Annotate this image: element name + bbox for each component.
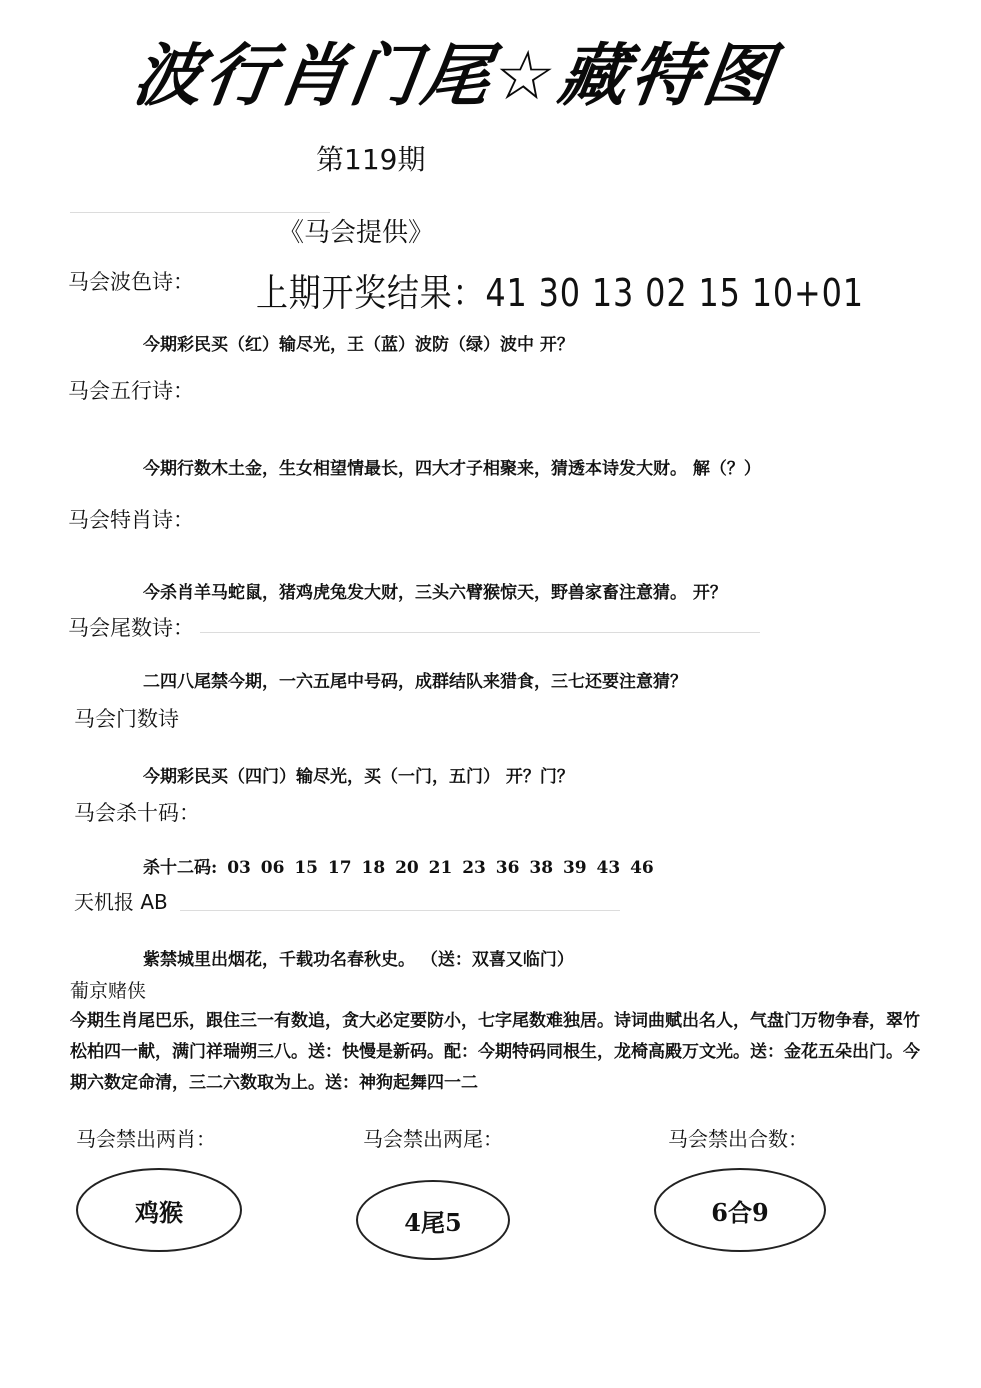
tianji-text: 紫禁城里出烟花，千载功名春秋史。 （送：双喜又临门） <box>143 950 574 970</box>
banned-zodiac-oval <box>76 1168 242 1252</box>
issue-number: 第119期 <box>316 143 426 176</box>
banned-tail-value: 4尾5 <box>404 1207 462 1237</box>
banned-tail-label: 马会禁出两尾： <box>363 1127 503 1151</box>
scan-line <box>200 632 760 633</box>
door-poem-heading: 马会门数诗 <box>74 707 179 731</box>
page-title: 波行肖门尾☆藏特图 <box>128 37 781 116</box>
zodiac-poem-heading: 马会特肖诗： <box>68 508 194 532</box>
door-poem-text: 今期彩民买（四门）输尽光，买（一门，五门） 开？门？ <box>143 767 574 787</box>
color-poem-text: 今期彩民买（红）输尽光，王（蓝）波防（绿）波中 开？ <box>143 335 574 355</box>
last-draw-result: 上期开奖结果：41 30 13 02 15 10+01 <box>256 271 864 315</box>
five-elements-poem-text: 今期行数木土金，生女相望情最长，四大才子相聚来，猜透本诗发大财。 解（？） <box>143 459 761 479</box>
banned-zodiac-value: 鸡猴 <box>135 1197 183 1227</box>
kill-numbers-text: 杀十二码: 03 06 15 17 18 20 21 23 36 38 39 43 46 <box>143 858 654 878</box>
banned-sum-value: 6合9 <box>711 1197 769 1227</box>
banned-sum-label: 马会禁出合数： <box>668 1127 808 1151</box>
tianji-heading: 天机报 AB <box>74 890 168 914</box>
kill-numbers-heading: 马会杀十码： <box>74 801 200 825</box>
color-poem-heading: 马会波色诗： <box>68 270 194 294</box>
banned-tail-oval <box>356 1180 510 1260</box>
tail-poem-text: 二四八尾禁今期，一六五尾中号码，成群结队来猎食，三七还要注意猜？ <box>143 672 687 692</box>
five-elements-poem-heading: 马会五行诗： <box>68 379 194 403</box>
tail-poem-heading: 马会尾数诗： <box>68 616 194 640</box>
scan-line <box>180 910 620 911</box>
banned-sum-oval <box>654 1168 826 1252</box>
macau-text: 今期生肖尾巴乐，跟住三一有数追，贪大必定要防小，七字尾数难独居。诗词曲赋出名人，气盘门万物争春，翠竹松柏四一献，满门祥瑞朔三八。送：快慢是新码。配：今期特码同根生，龙椅高殿万文光。送：金花五朵出门。今期六数定命清，三二六数取为上。送：神狗起舞四一二 <box>70 1011 920 1093</box>
banned-zodiac-label: 马会禁出两肖： <box>76 1127 216 1151</box>
provider-label: 《马会提供》 <box>278 218 435 248</box>
zodiac-poem-text: 今杀肖羊马蛇鼠，猪鸡虎兔发大财，三头六臂猴惊天，野兽家畜注意猜。 开？ <box>143 583 727 603</box>
macau-heading: 葡京赌侠 <box>70 980 147 1002</box>
